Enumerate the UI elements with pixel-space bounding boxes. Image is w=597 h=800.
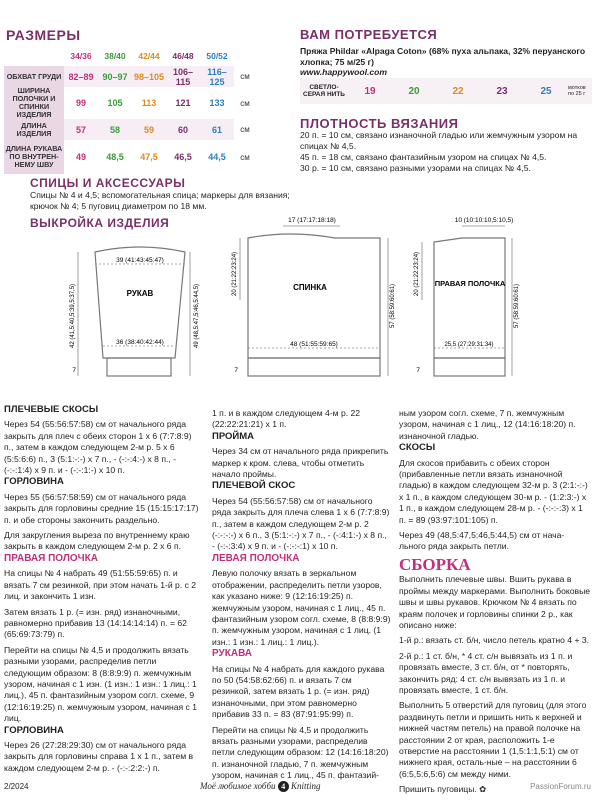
amount: 19 (364, 85, 376, 97)
cell: 46,5 (174, 152, 192, 162)
paragraph: Через 54 (55:56:57:58) см от начального ряда закрыть для плеч с обеих сторон 1 х 6 (7:7:8:9) п., затем в каждом следующем 2-м р. 5 х 6 (5:5:6:6) п., 3 (5:1:-:-) х 7 п., - (-:-:4:-) х 8 п., - (-:-:1:4) х 9 п. и - (-:-:1:-) х 10 п. (4, 419, 192, 476)
paragraph: На спицы № 4 набрать для каждого рукава по 50 (54:58:62:66) п. и вязать 7 см резинкой, затем вязать 1 р. (= изн. ряд) изнаночными, при этом равномерно прибавив 33 п. = 83 (87:91:95:99) п. (212, 663, 385, 720)
paragraph: Перейти на спицы № 4,5 и продолжить вязать разными узорами, распределив петли следующим образом: 8 (8:8:9:9) п. жемчужным узором, начиная с 1 изн. (1 изн.: 1 изн.: 1 лиц.: 1 лиц.), 45 п. фантазийным узором согл. схеме, 9 (12:16:19:25) п. жемчужным узором, начиная с 1 лиц. (4, 644, 198, 724)
schematic (0, 208, 597, 393)
site-watermark: PassionForum.ru (530, 782, 591, 791)
paragraph: Пришить пуговицы. ✿ (399, 784, 487, 795)
unit: см (240, 72, 250, 81)
cell: 121 (175, 98, 191, 108)
part-heading: ЛЕВАЯ ПОЛОЧКА (212, 552, 300, 564)
row-label: ШИРИНА ПОЛОЧКИ И СПИНКИ ИЗДЕЛИЯ (4, 87, 64, 119)
unit: см (240, 125, 250, 134)
amount: 22 (452, 85, 464, 97)
paragraph: Через 34 см от начального ряда прикрепить маркер к кром. слева, чтобы отметить начало проймы. (212, 446, 389, 480)
size-col: 46/48 (172, 50, 194, 61)
paragraph: Через 54 (55:56:57:58) см от начального ряда закрыть для плеча слева 1 х 6 (7:7:8:9) п., затем в каждом следующем 2-м р. 2 (-:-:-:-) х 6 п., 3 (5:1:-:-) х 7 п., - (-:4:1:-) х 8 п., - (-:-:3:4) х 9 п. и - (-:-:-:1) х 10 п. (212, 495, 390, 552)
issue-number: 2/2024 (4, 782, 29, 791)
sleeve-cuff-dim: 7 (72, 367, 76, 374)
paragraph: Выполнить плечевые швы. Вшить рукава в проймы между маркерами. Выполнить боковые швы и швы рукавов. Крючком № 4 вязать по краям полочек и горловины спинки 2 р., как описано ниже: (399, 574, 591, 630)
paragraph: Перейти на спицы № 4,5 и продолжить вязать разными узорами, распределив петли следующим образом: 12 (14:16:18:20) п. изнаночной гладью, 7 п. жемчужным узором, начиная с 1 лиц., 45 п. фантазий- (212, 724, 389, 781)
back-hem-dim: 7 (234, 367, 238, 374)
paragraph: Через 55 (56:57:58:59) см от начального ряда закрыть для горловины средние 15 (15:15:17:17) п. и обе стороны закончить раздельно. (4, 491, 199, 525)
front-hem (434, 358, 505, 376)
section-heading: ПЛЕЧЕВЫЕ СКОСЫ (4, 404, 99, 415)
footer (0, 776, 597, 796)
yarn-url: www.happywool.com (300, 67, 388, 77)
front-label-text: ПРАВАЯ ПОЛОЧКА (434, 279, 506, 288)
section-heading: СКОСЫ (399, 442, 436, 454)
paragraph: На спицы № 4 набрать 49 (51:55:59:65) п. и вязать 7 см резинкой, при этом начать 1-й р. с 2 лиц. и закончить 1 изн. (4, 568, 197, 602)
section-heading: ПРОЙМА (212, 430, 255, 442)
size-col: 50/52 (206, 50, 228, 61)
cell: 98–105 (132, 66, 166, 87)
paragraph: Затем вязать 1 р. (= изн. ряд) изнаночными, равномерно прибавив 13 (14:14:14:14) п. = 62 (65:69:73:79) п. (4, 606, 187, 640)
front-armhole-dim: 20 (21:22:23:24) (414, 251, 420, 296)
brand: Knitting (291, 781, 321, 791)
cell: 105 (107, 98, 123, 108)
paragraph: Для закругления выреза по внутреннему краю закрыть в каждом следующем 2-м р. 2 х 6 п. (4, 530, 190, 552)
assembly-heading: СБОРКА (399, 554, 471, 574)
sleeve-bottom-dim: 36 (38:40:42:44) (116, 339, 164, 346)
tools-heading: СПИЦЫ И АКСЕССУАРЫ (30, 176, 186, 190)
front-shape (434, 238, 505, 358)
sizes-heading: РАЗМЕРЫ (6, 27, 81, 43)
back-label: СПИНКА (293, 283, 327, 292)
column-2 (212, 404, 392, 782)
cell: 106–115 (166, 66, 200, 87)
cell: 133 (209, 98, 225, 108)
row-label: ОБХВАТ ГРУДИ (4, 66, 64, 87)
front-length-dim: 57 (58:59:60:61) (514, 283, 520, 328)
page-number: 4 (278, 781, 289, 792)
gauge-line: 30 р. = 10 см, связано разными узорами на спицах № 4,5. (300, 163, 531, 173)
back-top-dim: 17 (17:17:18:18) (288, 217, 336, 224)
sleeve-left-dim: 42 (41,5:40,5:39,5:37,5) (70, 283, 76, 348)
cell: 82–89 (64, 66, 98, 87)
back-width-dim: 48 (51:55:59:65) (290, 341, 338, 348)
pattern-heading: ВЫКРОЙКА ИЗДЕЛИЯ (30, 216, 170, 230)
section-heading: ГОРЛОВИНА (4, 476, 64, 488)
paragraph: 1 п. и в каждом следующем 4-м р. 22 (22:22:21:21) х 1 п. (212, 408, 361, 430)
gauge-heading: ПЛОТНОСТЬ ВЯЗАНИЯ (300, 116, 459, 131)
paragraph: ным узором согл. схеме, 7 п. жемчужным узором, начиная с 1 лиц., 12 (14:16:18:20) п. изнаночной гладью. (399, 408, 576, 441)
magazine-name (200, 781, 321, 792)
gauge-line: 20 п. = 10 см, связано изнаночной гладью или жемчужным узором на спицах № 4,5. (300, 130, 578, 151)
unit: см (240, 152, 250, 162)
paragraph: Выполнить 5 отверстий для пуговиц (для этого раздвинуть петли и пришить нить к верхней и нижней частям петель) на правой полочке на расстоянии 2 от края, расположить 1-е отверстие на расстоянии 1 (1,5:1:1,5:1) см от нижнего края, осталь-ные – на расстоянии 6 (6:5,5:6,5:6) см между ними. (399, 700, 587, 779)
section-heading: ГОРЛОВИНА (4, 724, 64, 736)
cell: 57 (64, 119, 98, 140)
column-3 (399, 404, 591, 796)
cell: 58 (98, 119, 132, 140)
paragraph: 2-й р.: 1 ст. б/н, * 4 ст. с/н вывязать из 1 п. и провязать вместе, 3 ст. б/н, от * повторять, закончить ряд: 4 ст. с/н вывязать из 1 п. и провязать вместе, 1 ст. б/н. (399, 650, 573, 695)
cell: 47,5 (140, 152, 158, 162)
section-heading: ПЛЕЧЕВОЙ СКОС (212, 480, 296, 492)
sleeve-top-dim: 39 (41:43:45:47) (116, 257, 164, 264)
size-col: 38/40 (104, 50, 126, 61)
paragraph: 1-й р.: вязать ст. б/н, число петель кратно 4 + 3. (399, 635, 590, 646)
yarn-text (300, 46, 590, 78)
cell: 59 (132, 119, 166, 140)
tools-text: Спицы № 4 и 4,5; вспомогательная спица; маркеры для вязания; крючок № 4; 5 пуговиц диаметром по 18 мм. (30, 190, 290, 211)
cell: 61 (200, 119, 234, 140)
cell: 90–97 (98, 66, 132, 87)
sleeve-label: РУКАВ (126, 289, 154, 298)
part-heading: РУКАВА (212, 648, 253, 660)
front-width-dim: 25,5 (27:29:31:34) (444, 342, 494, 348)
cell: 44,5 (208, 152, 226, 162)
size-table (4, 45, 256, 174)
gauge-line: 45 п. = 18 см, связано фантазийным узором на спицах № 4,5. (300, 152, 547, 162)
cell: 116–125 (200, 66, 234, 87)
paragraph: Через 26 (27:28:29:30) см от начального ряда закрыть для горловины справа 1 х 1 п., затем в каждом следующем 2-м р. - (-:-:2:2:-) п. (4, 739, 194, 773)
cell: 113 (141, 98, 157, 108)
column-1 (4, 404, 200, 774)
amount: 23 (496, 85, 508, 97)
amount-unit: мотков по 25 г (568, 84, 586, 97)
gauge-text (300, 130, 592, 174)
part-heading: ПРАВАЯ ПОЛОЧКА (4, 552, 98, 564)
row-label: ДЛИНА ИЗДЕЛИЯ (4, 119, 64, 140)
size-col: 34/36 (70, 50, 92, 61)
back-hem (248, 358, 380, 376)
front-top-dim: 10 (10:10:10,5:10,5) (454, 217, 514, 224)
yarn-amounts (300, 78, 592, 104)
magazine-title: Моё любимое хобби (200, 781, 276, 791)
yarn-description: Пряжа Phildar «Alpaga Coton» (68% пуха альпака, 32% перуанского хлопка; 75 м/25 г) (300, 46, 586, 67)
unit: см (240, 98, 250, 108)
amount: 20 (408, 85, 420, 97)
cell: 99 (75, 98, 86, 108)
paragraph: Для скосов прибавить с обеих сторон (прибавленные петли вязать изнаночной гладью) в каждом следующем 32-м р. 3 (2:1:-:-) х 1 п., в каждом следующем 30-м р. - (1:2:3:-) х 1 п., в каждом следующем 28-м р. - (-:-:-:3) х 1 п. = 89 (93:97:101:105) п. (399, 457, 588, 525)
cell: 60 (166, 119, 200, 140)
sleeve-cuff (107, 358, 171, 376)
amount: 25 (540, 85, 552, 97)
back-shape (248, 234, 380, 358)
front-label (435, 279, 506, 288)
front-hem-dim: 7 (416, 367, 420, 374)
size-col: 42/44 (138, 50, 160, 61)
row-label: ДЛИНА РУКАВА ПО ВНУТРЕН- НЕМУ ШВУ (4, 140, 64, 174)
sleeve-right-dim: 49 (48,5:47,5:46,5:44,5) (194, 283, 200, 348)
paragraph: Левую полочку вязать в зеркальном отображении, распределить петли узоров, как указано ниже: 9 (12:16:19:25) п. жемчужным узором, начиная с 1 лиц., 45 п. фантазийным узором согл. схеме, 8 (8:8:9:9) п. жемчужным узором, начиная с 1 лиц. (1 изн.: 1 изн.: 1 лиц.: 1 лиц.). (212, 568, 391, 647)
back-length-dim: 57 (58:59:60:61) (390, 283, 396, 328)
color-label: СВЕТЛО-СЕРАЯ НИТЬ (303, 83, 345, 98)
back-armhole-dim: 20 (21:22:23:24) (232, 251, 238, 296)
needed-heading: ВАМ ПОТРЕБУЕТСЯ (300, 27, 438, 42)
cell: 48,5 (106, 152, 124, 162)
cell: 49 (75, 152, 86, 162)
paragraph: Через 49 (48,5:47,5:46,5:44,5) см от нача-льного ряда закрыть петли. (399, 530, 565, 552)
